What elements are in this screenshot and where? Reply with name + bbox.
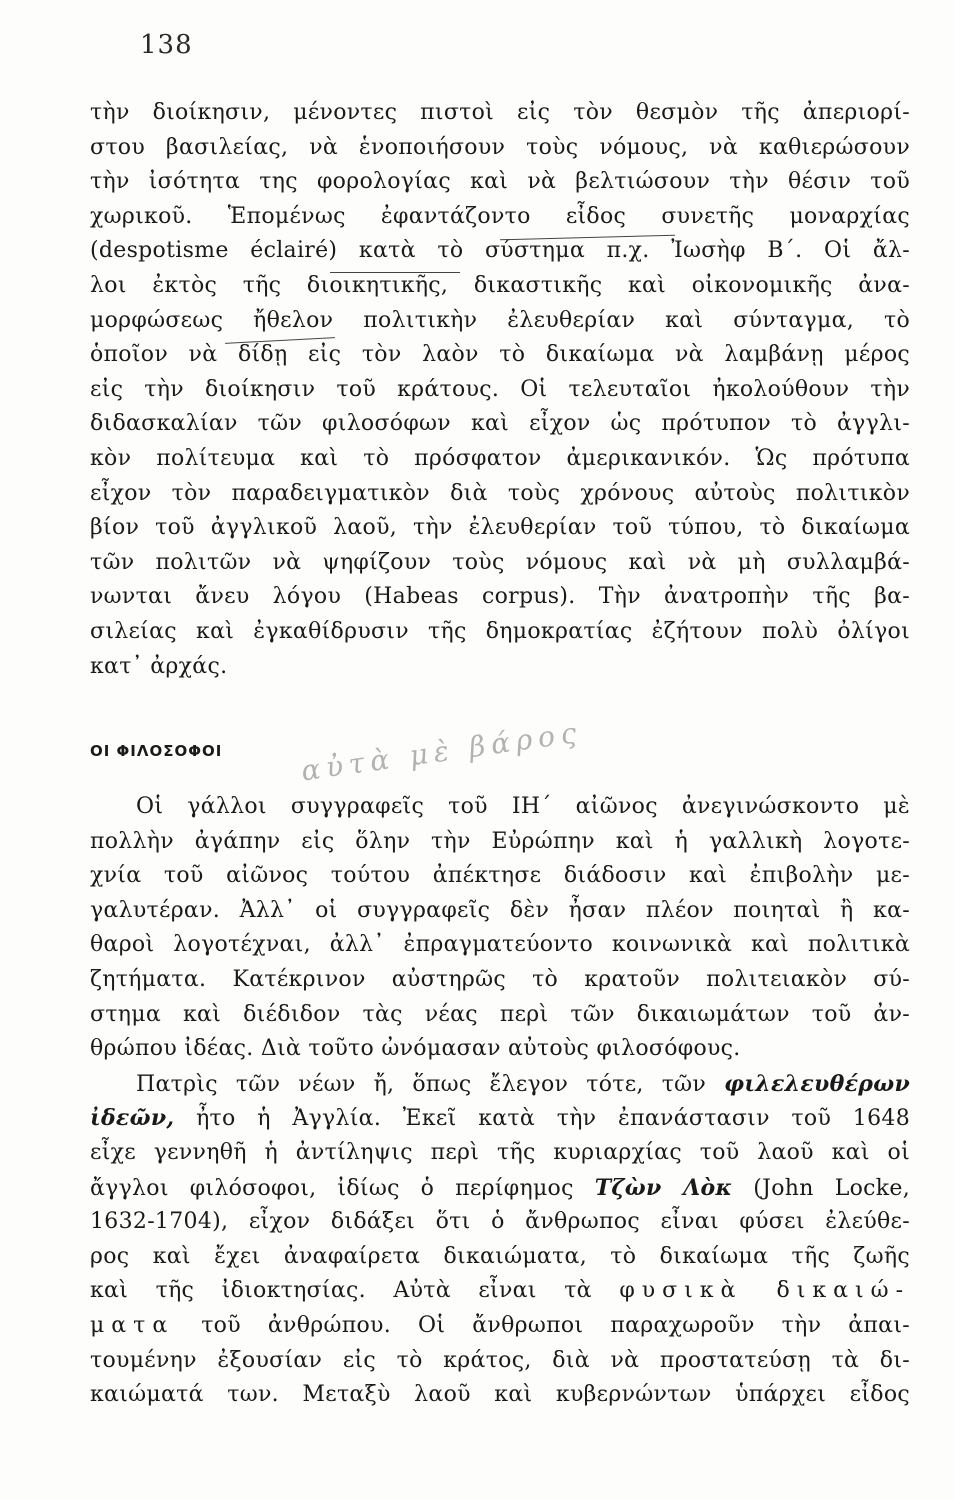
text-line: μορφώσεως ἤθελον πολιτικὴν ἐλευθερίαν καὶ σύνταγμα, τὸ bbox=[90, 307, 910, 333]
text-line bbox=[90, 1101, 910, 1136]
bottom-paragraphs bbox=[90, 790, 910, 1413]
text-fragment: τοῦ ἀνθρώπου. Οἱ ἄνθρωποι παραχωροῦν τὴν ἀπαι- bbox=[201, 1312, 910, 1338]
text-line: τουμένην ἐξουσίαν εἰς τὸ κράτος, διὰ νὰ προστατεύσῃ τὰ δι- bbox=[90, 1347, 910, 1373]
text-line: ρος καὶ ἔχει ἀναφαίρετα δικαιώματα, τὸ δικαίωμα τῆς ζωῆς bbox=[90, 1243, 910, 1269]
text-line: (despotisme éclairé) κατὰ τὸ σύστημα π.χ. Ἰωσὴφ Β΄. Οἱ ἄλ- bbox=[90, 238, 910, 264]
text-line: εἶχε γεννηθῆ ἡ ἀντίληψις περὶ τῆς κυριαρχίας τοῦ λαοῦ καὶ οἱ bbox=[90, 1139, 910, 1165]
text-line bbox=[90, 1171, 910, 1206]
text-fragment: Πατρὶς τῶν νέων ἤ, ὅπως ἔλεγον τότε, τῶν bbox=[136, 1071, 707, 1097]
text-line: βίον τοῦ ἀγγλικοῦ λαοῦ, τὴν ἐλευθερίαν τοῦ τύπου, τὸ δικαίωμα bbox=[90, 515, 910, 541]
text-line: τῶν πολιτῶν νὰ ψηφίζουν τοὺς νόμους καὶ νὰ μὴ συλλαμβά- bbox=[90, 549, 910, 575]
text-line: θαροὶ λογοτέχναι, ἀλλ᾽ ἐπραγματεύοντο κοινωνικὰ καὶ πολιτικὰ bbox=[90, 932, 910, 958]
spaced-text: φυσικὰ δικαιώ- bbox=[619, 1278, 910, 1304]
text-line: καιώματά των. Μεταξὺ λαοῦ καὶ κυβερνώντων ὑπάρχει εἶδος bbox=[90, 1382, 910, 1408]
text-line: θρώπου ἰδέας. Διὰ τοῦτο ὠνόμασαν αὐτοὺς φιλοσόφους. bbox=[90, 1036, 741, 1062]
text-line: διδασκαλίαν τῶν φιλοσόφων καὶ εἶχον ὡς πρότυπον τὸ ἀγγλι- bbox=[90, 411, 910, 437]
text-line: τὴν διοίκησιν, μένοντες πιστοὶ εἰς τὸν θεσμὸν τῆς ἀπεριορί- bbox=[90, 100, 910, 125]
text-line: ὁποῖον νὰ δίδῃ εἰς τὸν λαὸν τὸ δικαίωμα νὰ λαμβάνῃ μέρος bbox=[90, 342, 910, 368]
text-line: ζητήματα. Κατέκρινον αὐστηρῶς τὸ κρατοῦν πολιτειακὸν σύ- bbox=[90, 966, 910, 992]
section-heading: ΟΙ ΦΙΛΟΣΟΦΟΙ bbox=[90, 742, 223, 760]
text-fragment: ἄγγλοι φιλόσοφοι, ἰδίως ὁ περίφημος bbox=[90, 1175, 574, 1201]
handwritten-note: αὐτὰ μὲ βάρος bbox=[299, 715, 585, 788]
text-line bbox=[90, 1309, 910, 1344]
page-number: 138 bbox=[140, 30, 193, 60]
text-line: στημα καὶ διέδιδον τὰς νέας περὶ τῶν δικαιωμάτων τοῦ ἀν- bbox=[90, 1001, 910, 1027]
text-line: κατ᾽ ἀρχάς. bbox=[90, 653, 228, 679]
text-line bbox=[90, 1274, 910, 1309]
text-line: χωρικοῦ. Ἑπομένως ἐφαντάζοντο εἶδος συνετῆς μοναρχίας bbox=[90, 203, 910, 229]
text-fragment: καὶ τῆς ἰδιοκτησίας. Αὐτὰ εἶναι τὰ bbox=[90, 1278, 592, 1304]
emphasis-text: ἰδεῶν, bbox=[90, 1105, 175, 1132]
text-line: χνία τοῦ αἰῶνος τούτου ἀπέκτησε διάδοσιν καὶ ἐπιβολὴν με- bbox=[90, 863, 910, 889]
text-line: σιλείας καὶ ἐγκαθίδρυσιν τῆς δημοκρατίας ἐζήτουν πολὺ ὀλίγοι bbox=[90, 618, 910, 644]
text-line bbox=[90, 1067, 910, 1102]
text-line: εἶχον τὸν παραδειγματικὸν διὰ τοὺς χρόνους αὐτοὺς πολιτικὸν bbox=[90, 480, 910, 506]
text-line: κὸν πολίτευμα καὶ τὸ πρόσφατον ἀμερικανικόν. Ὡς πρότυπα bbox=[90, 445, 910, 471]
text-line: νωνται ἄνευ λόγου (Habeas corpus). Τὴν ἀνατροπὴν τῆς βα- bbox=[90, 584, 910, 610]
text-line: τὴν ἰσότητα της φορολογίας καὶ νὰ βελτιώσουν τὴν θέσιν τοῦ bbox=[90, 169, 910, 195]
text-line: 1632-1704), εἶχον διδάξει ὅτι ὁ ἄνθρωπος εἶναι φύσει ἐλεύθε- bbox=[90, 1209, 910, 1235]
text-line: γαλυτέραν. Ἀλλ᾽ οἱ συγγραφεῖς δὲν ἦσαν πλέον ποιηταὶ ἢ κα- bbox=[90, 897, 910, 923]
emphasis-text: Τζὼν Λὸκ bbox=[594, 1174, 733, 1201]
spaced-text: ματα bbox=[90, 1312, 175, 1338]
text-line: στου βασιλείας, νὰ ἑνοποιήσουν τοὺς νόμους, νὰ καθιερώσουν bbox=[90, 134, 910, 160]
text-fragment: ἦτο ἡ Ἀγγλία. Ἐκεῖ κατὰ τὴν ἐπανάστασιν τοῦ 1648 bbox=[196, 1106, 910, 1132]
emphasis-text: φιλελευθέρων bbox=[724, 1070, 910, 1097]
top-paragraph bbox=[90, 96, 910, 684]
text-line: λοι ἐκτὸς τῆς διοικητικῆς, δικαστικῆς καὶ οἰκονομικῆς ἀνα- bbox=[90, 272, 910, 298]
pen-underline bbox=[330, 272, 460, 273]
text-line: εἰς τὴν διοίκησιν τοῦ κράτους. Οἱ τελευταῖοι ἠκολούθουν τὴν bbox=[90, 376, 910, 402]
text-line: πολλὴν ἀγάπην εἰς ὅλην τὴν Εὐρώπην καὶ ἡ γαλλικὴ λογοτε- bbox=[90, 828, 910, 854]
text-fragment: (John Locke, bbox=[753, 1175, 910, 1201]
text-line: Οἱ γάλλοι συγγραφεῖς τοῦ ΙΗ΄ αἰῶνος ἀνεγινώσκοντο μὲ bbox=[136, 794, 910, 819]
